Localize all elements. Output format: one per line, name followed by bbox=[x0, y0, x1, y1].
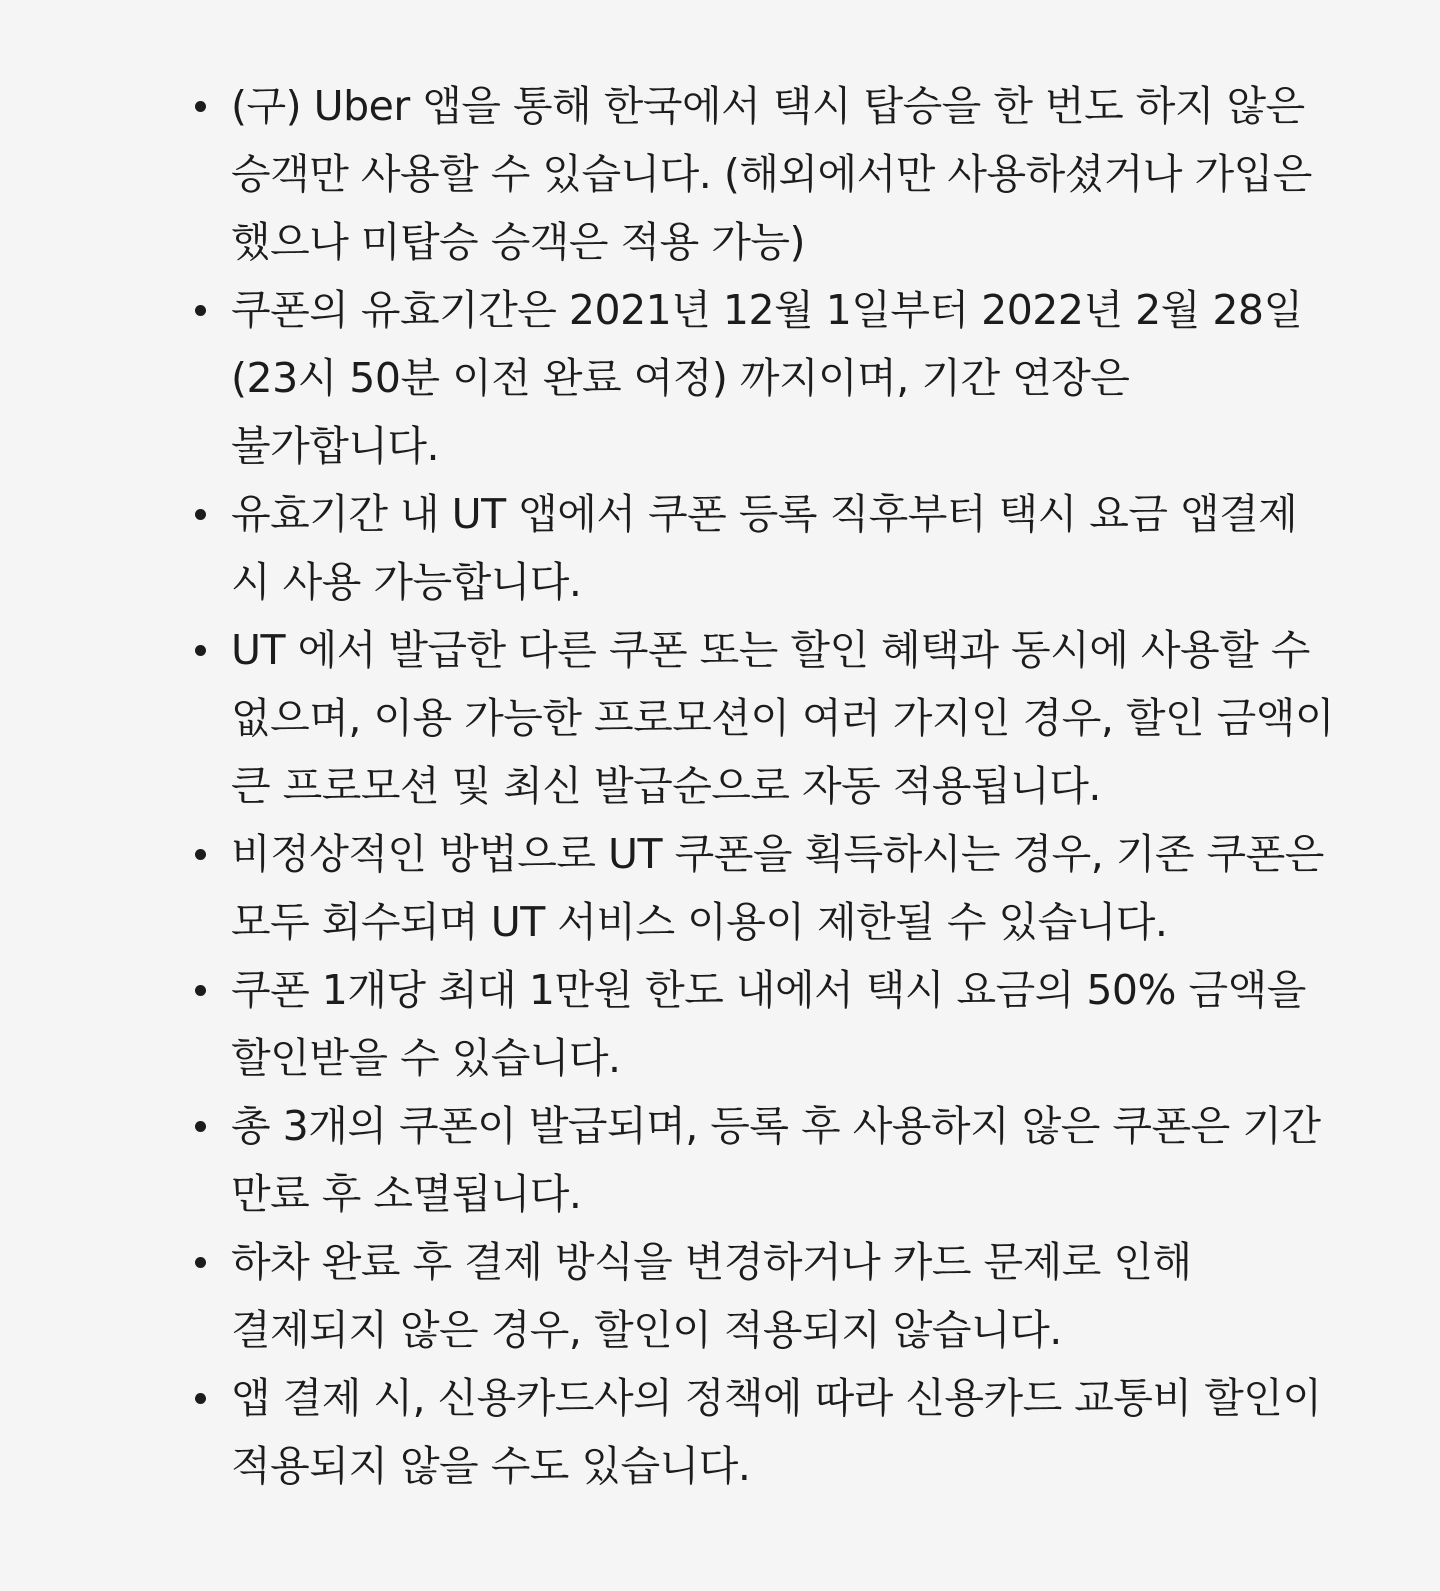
coupon-terms-section bbox=[0, 72, 1440, 1500]
terms-item-text: 앱 결제 시, 신용카드사의 정책에 따라 신용카드 교통비 할인이 적용되지 않을 수도 있습니다. bbox=[231, 1374, 1322, 1490]
bullet-dot-icon bbox=[195, 645, 206, 656]
coupon-terms-list bbox=[0, 72, 1341, 1500]
terms-item-text: 쿠폰의 유효기간은 2021년 12월 1일부터 2022년 2월 28일 (23시 50분 이전 완료 여정) 까지이며, 기간 연장은 불가합니다. bbox=[231, 286, 1303, 470]
terms-item bbox=[231, 72, 1341, 276]
terms-item-text: 쿠폰 1개당 최대 1만원 한도 내에서 택시 요금의 50% 금액을 할인받을 수 있습니다. bbox=[231, 966, 1306, 1082]
terms-item bbox=[231, 276, 1341, 480]
terms-item bbox=[231, 480, 1341, 616]
bullet-dot-icon bbox=[195, 305, 206, 316]
bullet-dot-icon bbox=[195, 1393, 206, 1404]
bullet-dot-icon bbox=[195, 849, 206, 860]
terms-item-text: (구) Uber 앱을 통해 한국에서 택시 탑승을 한 번도 하지 않은 승객만 사용할 수 있습니다. (해외에서만 사용하셨거나 가입은 했으나 미탑승 승객은 적용 가능) bbox=[231, 82, 1312, 266]
terms-item bbox=[231, 616, 1341, 820]
terms-item-text: 하차 완료 후 결제 방식을 변경하거나 카드 문제로 인해 결제되지 않은 경우, 할인이 적용되지 않습니다. bbox=[231, 1238, 1192, 1354]
terms-item-text: 유효기간 내 UT 앱에서 쿠폰 등록 직후부터 택시 요금 앱결제 시 사용 가능합니다. bbox=[231, 490, 1298, 606]
terms-item bbox=[231, 1092, 1341, 1228]
bullet-dot-icon bbox=[195, 1257, 206, 1268]
terms-item bbox=[231, 820, 1341, 956]
bullet-dot-icon bbox=[195, 101, 206, 112]
terms-item bbox=[231, 956, 1341, 1092]
terms-item bbox=[231, 1364, 1341, 1500]
terms-item bbox=[231, 1228, 1341, 1364]
bullet-dot-icon bbox=[195, 985, 206, 996]
bullet-dot-icon bbox=[195, 1121, 206, 1132]
terms-item-text: 비정상적인 방법으로 UT 쿠폰을 획득하시는 경우, 기존 쿠폰은 모두 회수되며 UT 서비스 이용이 제한될 수 있습니다. bbox=[231, 830, 1324, 946]
bullet-dot-icon bbox=[195, 509, 206, 520]
terms-item-text: UT 에서 발급한 다른 쿠폰 또는 할인 혜택과 동시에 사용할 수 없으며, 이용 가능한 프로모션이 여러 가지인 경우, 할인 금액이 큰 프로모션 및 최신 발급순으로 자동 적용됩니다. bbox=[231, 626, 1334, 810]
terms-item-text: 총 3개의 쿠폰이 발급되며, 등록 후 사용하지 않은 쿠폰은 기간 만료 후 소멸됩니다. bbox=[231, 1102, 1321, 1218]
